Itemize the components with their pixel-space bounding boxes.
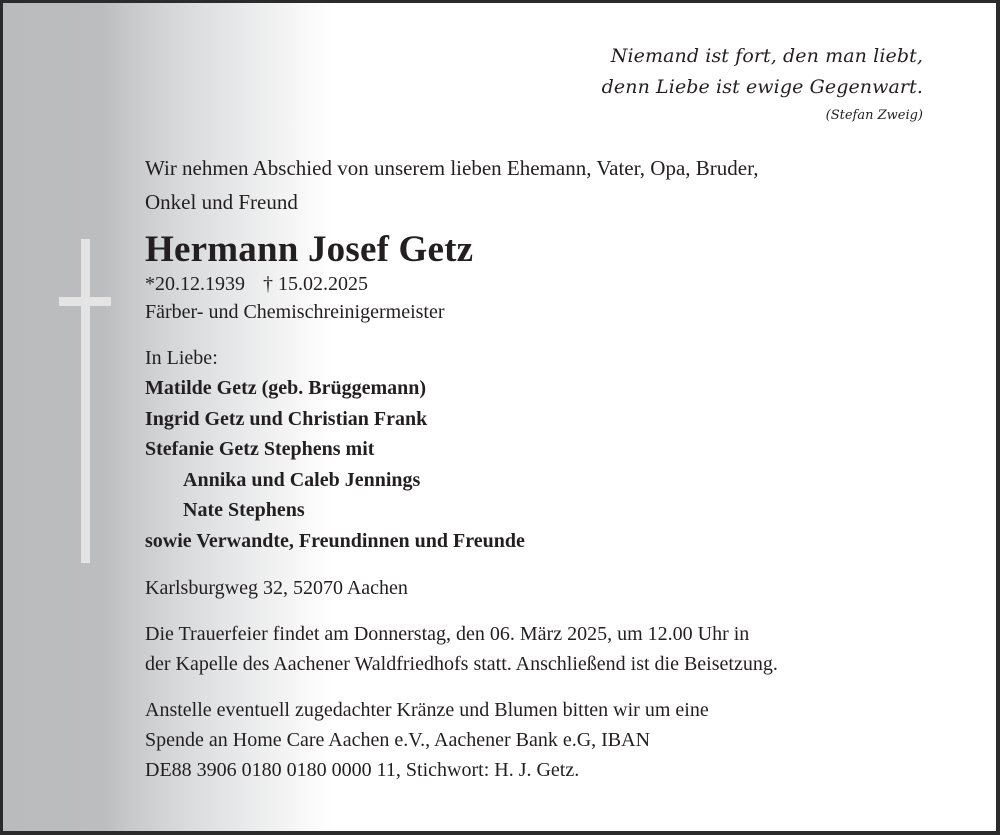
ceremony-info [145,619,935,679]
mourner-entry: Ingrid Getz und Christian Frank [145,407,428,430]
cross-icon-crossbar [59,297,111,306]
quote-block [602,41,923,127]
intro-text [145,151,935,219]
mourner-entry: Matilde Getz (geb. Brüggemann) [145,377,427,399]
mourners-list [145,343,935,556]
life-dates [145,271,935,297]
mourner-entry: Nate Stephens [183,499,305,521]
donation-line: Spende an Home Care Aachen e.V., Aachener Bank e.G, IBAN [145,729,651,751]
main-content [145,151,935,785]
donation-line: Anstelle eventuell zugedachter Kränze und Blumen bitten wir um eine [145,699,709,721]
intro-line: Wir nehmen Abschied von unserem lieben Ehemann, Vater, Opa, Bruder, [145,156,759,180]
quote-line: Niemand ist fort, den man liebt, [610,45,923,67]
family-address: Karlsburgweg 32, 52070 Aachen [145,577,408,599]
mourner-entry: Stefanie Getz Stephens mit [145,438,375,460]
donation-info [145,695,935,785]
intro-line: Onkel und Freund [145,190,298,214]
obituary-notice [3,3,996,831]
ceremony-line: der Kapelle des Aachener Waldfriedhofs statt. Anschließend ist die Beisetzung. [145,653,778,675]
mourner-entry: Annika und Caleb Jennings [183,468,421,491]
death-date: † 15.02.2025 [263,273,368,295]
donation-line: DE88 3906 0180 0180 0000 11, Stichwort: H. J. Getz. [145,759,580,781]
profession: Färber- und Chemischreinigermeister [145,301,445,323]
mourner-entry: sowie Verwandte, Freundinnen und Freunde [145,529,525,552]
quote-line: denn Liebe ist ewige Gegenwart. [601,76,923,98]
cross-icon [81,239,90,563]
birth-date: *20.12.1939 [145,273,245,295]
quote-author: (Stefan Zweig) [825,108,923,123]
mourners-label: In Liebe: [145,347,218,369]
deceased-name: Hermann Josef Getz [145,229,474,270]
ceremony-line: Die Trauerfeier findet am Donnerstag, den 06. März 2025, um 12.00 Uhr in [145,623,750,645]
